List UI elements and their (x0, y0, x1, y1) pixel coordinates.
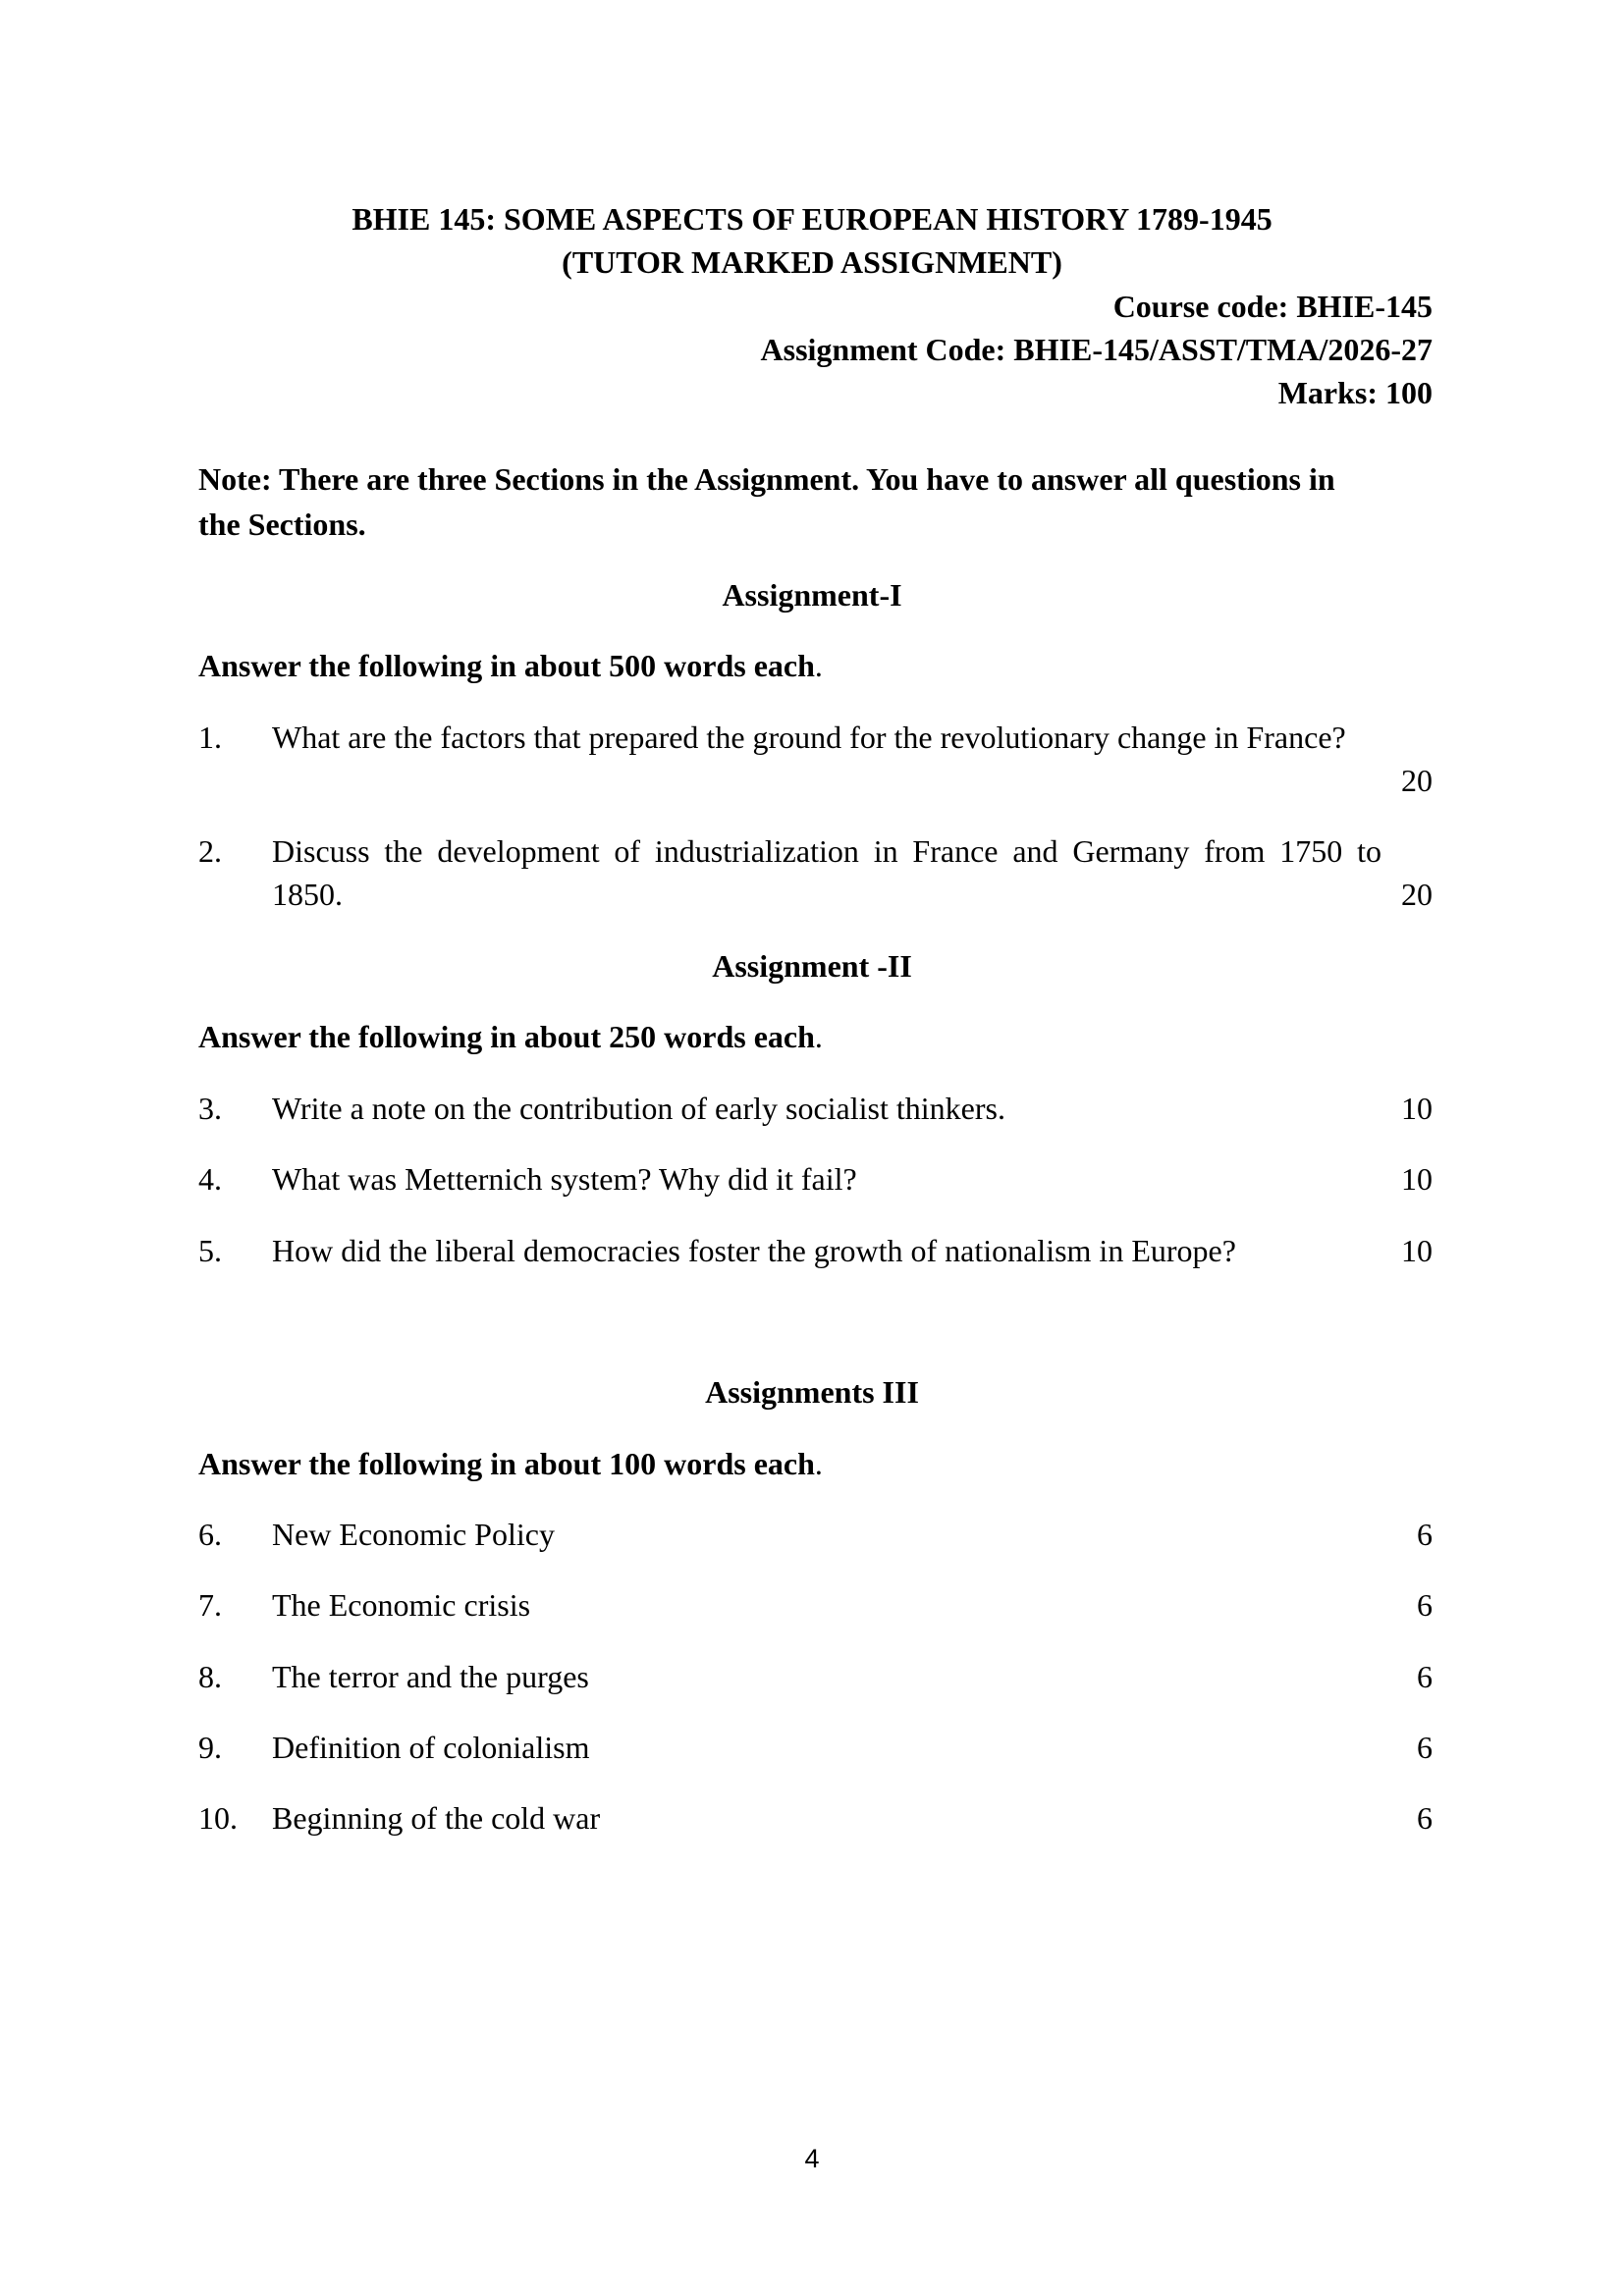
question-marks: 20 (1401, 877, 1433, 912)
section-1-instruction-text: Answer the following in about 500 words each (198, 648, 815, 683)
question-item (0, 1229, 1624, 1272)
question-marks: 10 (1401, 1091, 1433, 1126)
question-item (0, 1157, 1624, 1201)
question-text: Discuss the development of industrialization in France and Germany from 1750 to 1850. (272, 833, 1381, 912)
question-item (0, 1087, 1624, 1130)
section-2-instruction (198, 1015, 823, 1058)
section-3-instruction-text: Answer the following in about 100 words each (198, 1446, 815, 1481)
note-line-1: Note: There are three Sections in the Assignment. You have to answer all questions in (198, 461, 1335, 497)
question-marks: 6 (1417, 1517, 1433, 1552)
question-number: 7. (198, 1587, 222, 1623)
question-number: 1. (198, 720, 222, 755)
document-subtitle: (TUTOR MARKED ASSIGNMENT) (562, 244, 1062, 280)
question-text: How did the liberal democracies foster the growth of nationalism in Europe? (272, 1233, 1236, 1268)
document-title: BHIE 145: SOME ASPECTS OF EUROPEAN HISTORY 1789-1945 (352, 201, 1272, 237)
total-marks: Marks: 100 (1277, 375, 1433, 410)
question-marks: 10 (1401, 1233, 1433, 1268)
question-number: 2. (198, 833, 222, 869)
question-marks: 6 (1417, 1730, 1433, 1765)
question-item (0, 829, 1624, 918)
question-text: The Economic crisis (272, 1587, 531, 1623)
section-3-heading: Assignments III (705, 1374, 919, 1410)
section-2-heading: Assignment -II (712, 948, 912, 984)
question-marks: 20 (1401, 763, 1433, 798)
question-number: 6. (198, 1517, 222, 1552)
section-3-instruction-period: . (814, 1446, 823, 1481)
question-text: The terror and the purges (272, 1659, 589, 1694)
question-item (0, 716, 1624, 804)
section-1-heading: Assignment-I (722, 577, 902, 613)
section-3-instruction (198, 1442, 823, 1485)
question-item (0, 1655, 1624, 1698)
question-number: 3. (198, 1091, 222, 1126)
question-text: Definition of colonialism (272, 1730, 590, 1765)
section-1-instruction-period: . (814, 648, 823, 683)
section-2-instruction-text: Answer the following in about 250 words each (198, 1019, 815, 1054)
question-marks: 6 (1417, 1587, 1433, 1623)
question-item (0, 1513, 1624, 1556)
course-code: Course code: BHIE-145 (1112, 289, 1433, 324)
section-1-instruction (198, 644, 823, 687)
question-number: 4. (198, 1161, 222, 1197)
question-text: What are the factors that prepared the ground for the revolutionary change in France? (272, 720, 1346, 755)
question-marks: 6 (1417, 1800, 1433, 1836)
note-line-2: the Sections. (198, 507, 366, 542)
question-item (0, 1583, 1624, 1627)
question-text: Write a note on the contribution of early socialist thinkers. (272, 1091, 1005, 1126)
question-item (0, 1796, 1624, 1840)
page-number: 4 (804, 2144, 820, 2173)
question-marks: 10 (1401, 1161, 1433, 1197)
assignment-code: Assignment Code: BHIE-145/ASST/TMA/2026-27 (760, 332, 1433, 367)
question-marks: 6 (1417, 1659, 1433, 1694)
question-number: 5. (198, 1233, 222, 1268)
question-text: New Economic Policy (272, 1517, 555, 1552)
question-number: 8. (198, 1659, 222, 1694)
question-item (0, 1726, 1624, 1769)
question-number: 10. (198, 1800, 238, 1836)
question-text: Beginning of the cold war (272, 1800, 601, 1836)
question-text: What was Metternich system? Why did it fail? (272, 1161, 857, 1197)
question-number: 9. (198, 1730, 222, 1765)
section-2-instruction-period: . (814, 1019, 823, 1054)
